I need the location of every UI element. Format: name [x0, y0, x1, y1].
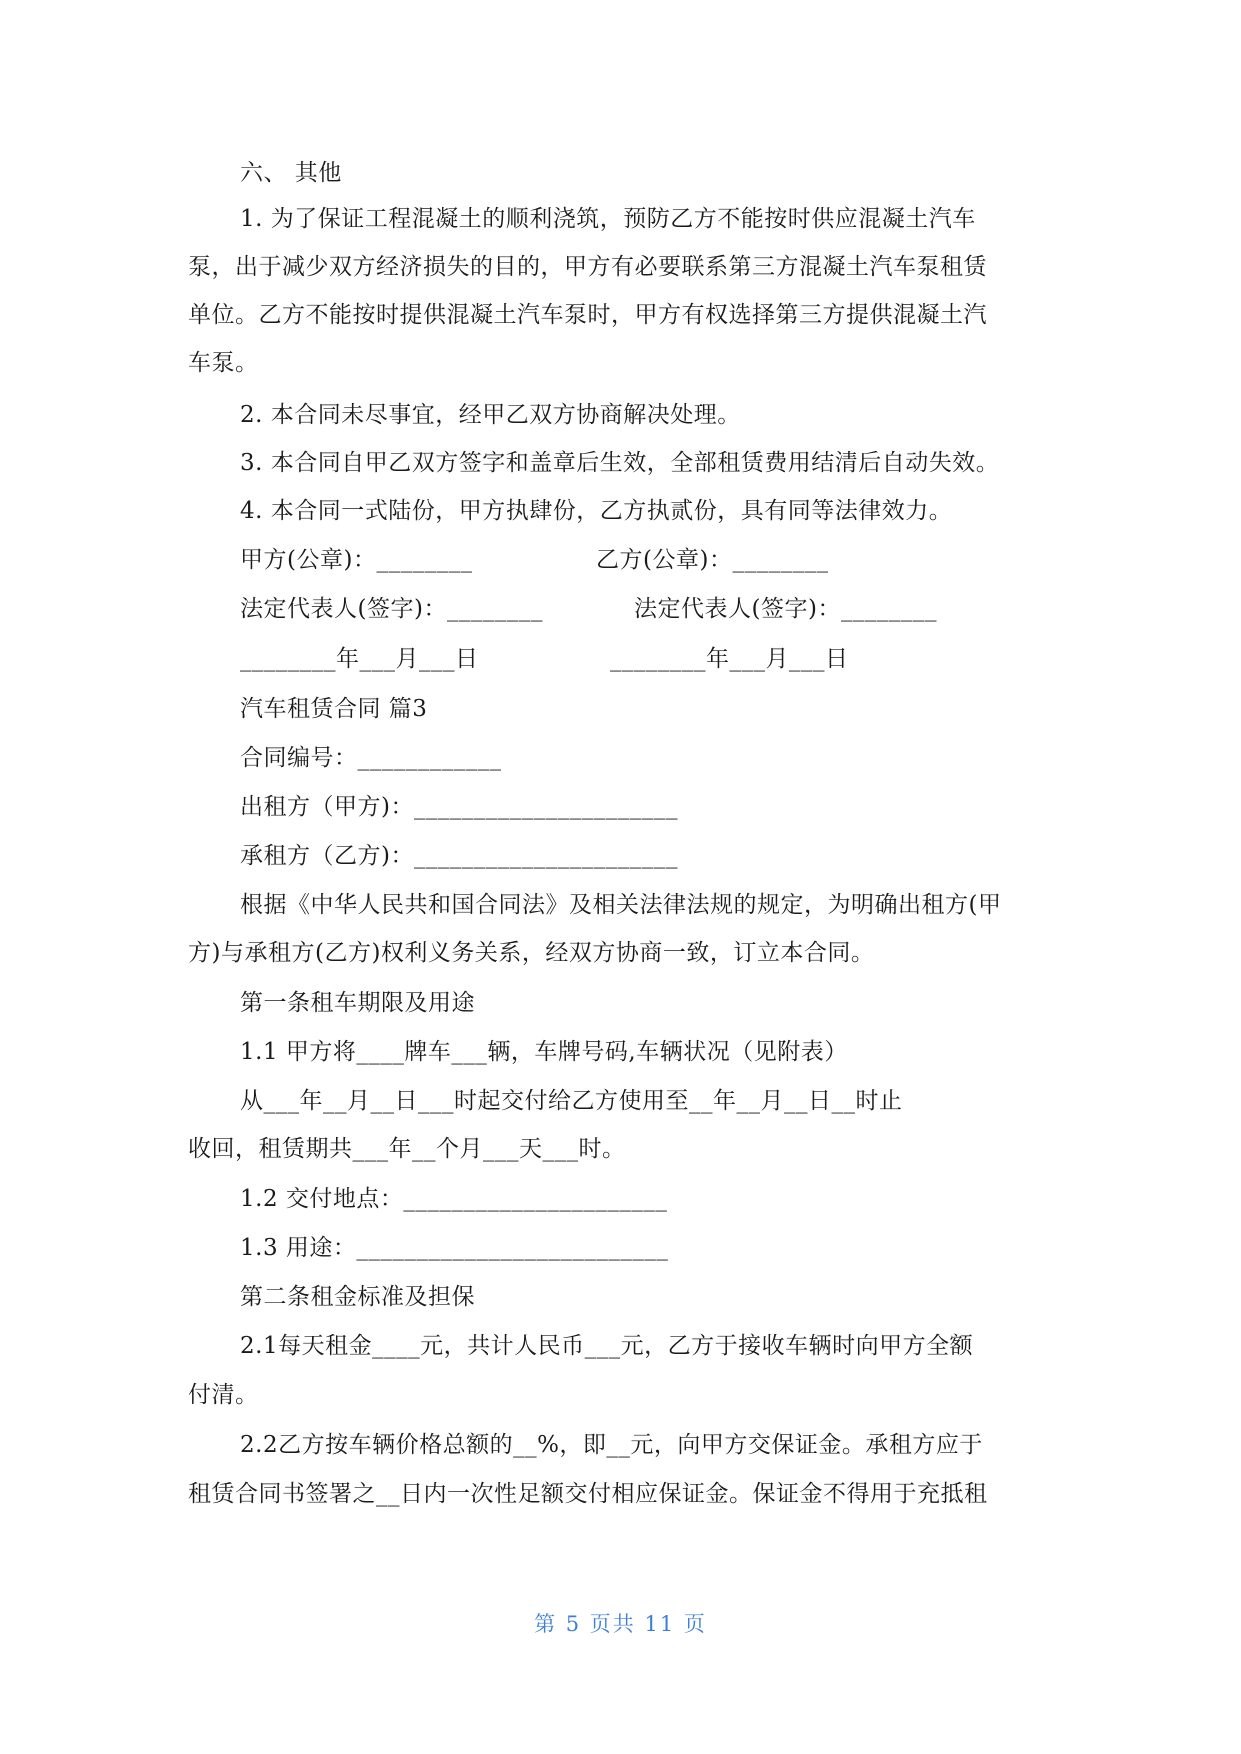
party-b-seal: 乙方(公章)：________ [596, 547, 829, 573]
article-2-1-line-2: 付清。 [188, 1382, 259, 1408]
contract-title: 汽车租赁合同 篇3 [240, 696, 428, 722]
clause-4: 4. 本合同一式陆份，甲方执肆份，乙方执贰份，具有同等法律效力。 [240, 498, 953, 524]
article-1-3: 1.3 用途：__________________________ [240, 1235, 669, 1261]
article-1-period-line-2: 收回，租赁期共___年__个月___天___时。 [188, 1136, 626, 1162]
lessor-field: 出租方（甲方)：______________________ [240, 794, 678, 820]
party-a-representative: 法定代表人(签字)：________ [240, 596, 543, 622]
article-1-title: 第一条租车期限及用途 [240, 990, 475, 1016]
lessee-field: 承租方（乙方)：______________________ [240, 843, 678, 869]
preamble-line-2: 方)与承租方(乙方)权利义务关系，经双方协商一致，订立本合同。 [188, 940, 875, 966]
party-a-seal: 甲方(公章)：________ [240, 547, 473, 573]
clause-1-line-4: 车泵。 [188, 350, 259, 376]
article-1-period-line-1: 从___年__月__日___时起交付给乙方使用至__年__月__日__时止 [240, 1088, 903, 1114]
article-1-2: 1.2 交付地点：______________________ [240, 1186, 668, 1212]
contract-number: 合同编号：____________ [240, 745, 502, 771]
party-a-date: ________年___月___日 [240, 646, 479, 672]
article-2-title: 第二条租金标准及担保 [240, 1284, 475, 1310]
page-footer: 第 5 页共 11 页 [534, 1612, 707, 1636]
clause-1-line-3: 单位。乙方不能按时提供混凝土汽车泵时，甲方有权选择第三方提供混凝土汽 [188, 302, 987, 328]
clause-1-line-1: 1. 为了保证工程混凝土的顺利浇筑，预防乙方不能按时供应混凝土汽车 [240, 206, 976, 232]
clause-2: 2. 本合同未尽事宜，经甲乙双方协商解决处理。 [240, 402, 741, 428]
party-b-date: ________年___月___日 [610, 646, 849, 672]
party-b-representative: 法定代表人(签字)：________ [634, 596, 937, 622]
article-1-1: 1.1 甲方将____牌车___辆，车牌号码,车辆状况（见附表） [240, 1039, 848, 1065]
article-2-2-line-2: 租赁合同书签署之__日内一次性足额交付相应保证金。保证金不得用于充抵租 [188, 1481, 988, 1507]
clause-1-line-2: 泵，出于减少双方经济损失的目的，甲方有必要联系第三方混凝土汽车泵租赁 [188, 254, 987, 280]
clause-3: 3. 本合同自甲乙双方签字和盖章后生效，全部租赁费用结清后自动失效。 [240, 450, 1000, 476]
section-heading: 六、 其他 [240, 160, 342, 186]
article-2-1-line-1: 2.1每天租金____元，共计人民币___元，乙方于接收车辆时向甲方全额 [240, 1333, 974, 1359]
article-2-2-line-1: 2.2乙方按车辆价格总额的__%，即__元，向甲方交保证金。承租方应于 [240, 1432, 983, 1458]
preamble-line-1: 根据《中华人民共和国合同法》及相关法律法规的规定，为明确出租方(甲 [240, 892, 1002, 918]
